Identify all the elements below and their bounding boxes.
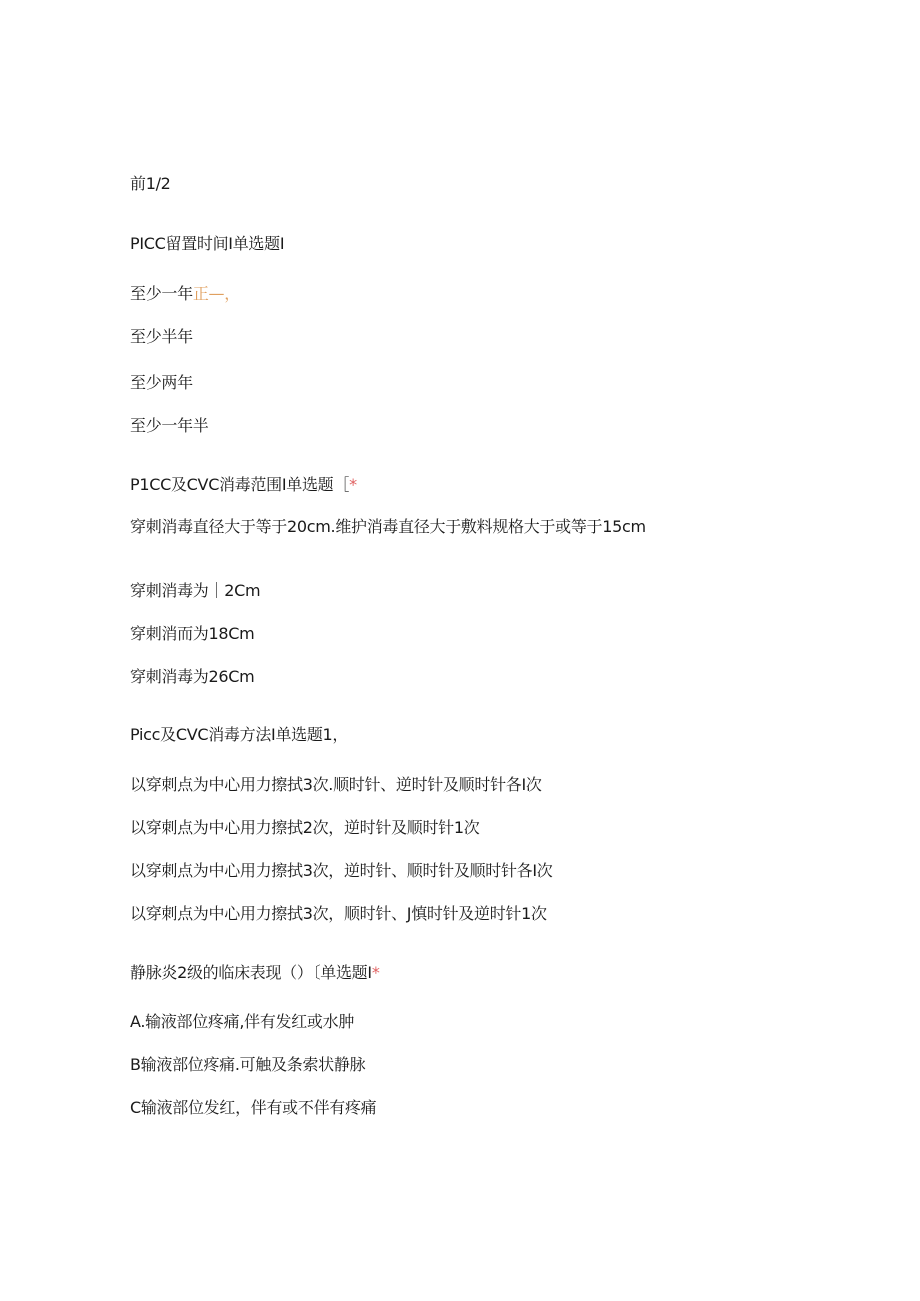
option-item[interactable]: 穿刺消毒为26Cm bbox=[130, 667, 255, 686]
question-title: PICC留置时间I单选题I bbox=[130, 234, 285, 253]
question-title-text: 静脉炎2级的临床表现（）〔单选题I bbox=[130, 963, 372, 982]
question-title-text: P1CC及CVC消毒范围I单选题［ bbox=[130, 475, 350, 494]
option-label: 至少一年 bbox=[130, 284, 193, 303]
option-item[interactable]: 至少半年 bbox=[130, 327, 193, 346]
page-indicator: 前1/2 bbox=[130, 174, 171, 193]
option-item[interactable]: 以穿刺点为中心用力擦拭3次，逆时针、顺时针及顺时针各I次 bbox=[130, 861, 553, 880]
option-item[interactable]: C输液部位发红，伴有或不伴有疼痛 bbox=[130, 1098, 377, 1117]
option-item[interactable]: 以穿刺点为中心用力擦拭3次.顺时针、逆时针及顺时针各I次 bbox=[130, 775, 542, 794]
option-item[interactable] bbox=[130, 284, 240, 304]
option-item[interactable]: B输液部位疼痛.可触及条索状静脉 bbox=[130, 1055, 366, 1074]
correct-mark: 正—， bbox=[192, 284, 240, 303]
option-item[interactable]: 以穿刺点为中心用力擦拭3次，顺时针、J慎时针及逆时针1次 bbox=[130, 904, 547, 923]
required-mark: * bbox=[371, 963, 380, 982]
question-title: Picc及CVC消毒方法I单选题1， bbox=[130, 725, 349, 744]
required-mark: * bbox=[349, 475, 357, 494]
option-item[interactable]: 至少一年半 bbox=[130, 416, 209, 435]
option-item[interactable]: 以穿刺点为中心用力擦拭2次，逆时针及顺时针1次 bbox=[130, 818, 480, 837]
option-item[interactable]: 穿刺消而为18Cm bbox=[130, 624, 255, 643]
option-item[interactable]: 穿刺消毒为｜2Cm bbox=[130, 581, 261, 600]
question-title bbox=[130, 475, 357, 495]
option-item[interactable]: A.输液部位疼痛,伴有发红或水肿 bbox=[130, 1012, 355, 1031]
option-item[interactable]: 穿刺消毒直径大于等于20cm.维护消毒直径大于敷料规格大于或等于15cm bbox=[130, 517, 646, 536]
question-title bbox=[130, 963, 380, 983]
option-item[interactable]: 至少两年 bbox=[130, 373, 193, 392]
